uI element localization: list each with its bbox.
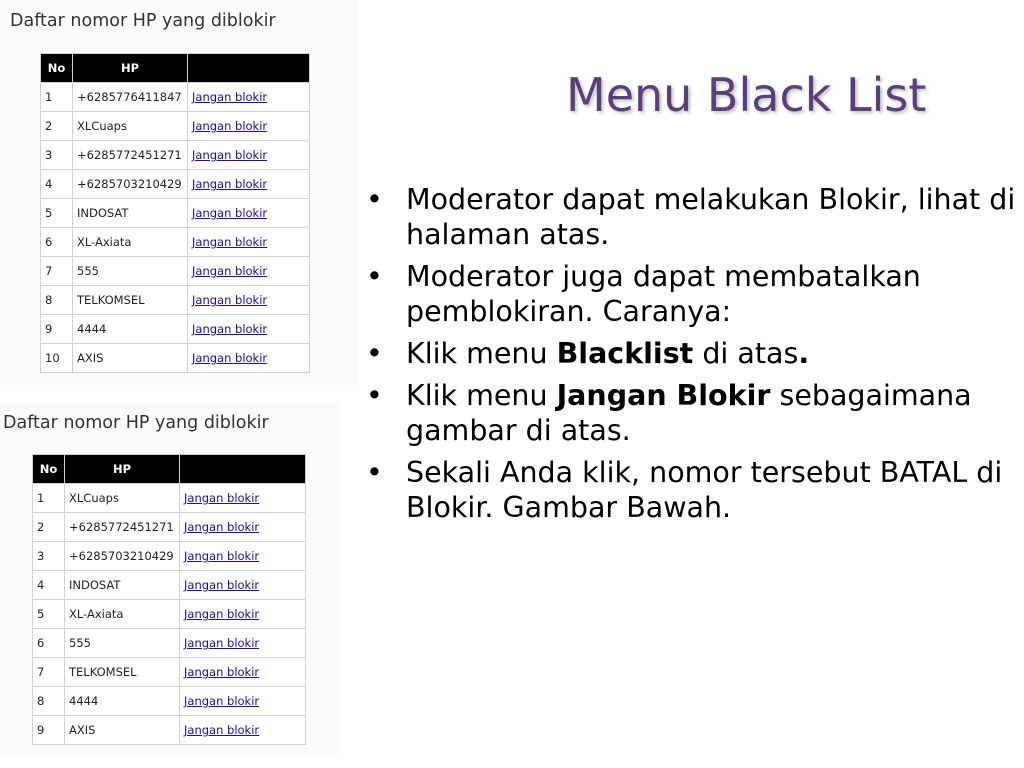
unblock-link[interactable]: Jangan blokir: [184, 665, 260, 679]
table-row: [41, 315, 310, 344]
bullet-text-bold: Jangan Blokir: [556, 379, 771, 412]
bullet-list: [366, 182, 1016, 532]
row-number: 1: [41, 83, 73, 112]
table-row: [41, 170, 310, 199]
phone-number-cell: +6285703210429: [73, 170, 188, 199]
unblock-link[interactable]: Jangan blokir: [192, 177, 268, 191]
column-header-no: No: [33, 455, 65, 484]
unblock-link[interactable]: Jangan blokir: [192, 119, 268, 133]
phone-number-cell: +6285776411847: [73, 83, 188, 112]
row-number: 6: [33, 629, 65, 658]
table-row: [41, 112, 310, 141]
unblock-link[interactable]: Jangan blokir: [184, 491, 260, 505]
panel-title: Daftar nomor HP yang diblokir: [10, 11, 276, 31]
bullet-dot-icon: •: [366, 183, 383, 216]
bullet-item: [366, 182, 1016, 252]
bullet-text: Moderator juga dapat membatalkan pemblokiran. Caranya:: [406, 260, 921, 328]
table-row: [33, 484, 306, 513]
blocked-list-panel-top: [0, 0, 358, 385]
row-number: 2: [41, 112, 73, 141]
column-header-no: No: [41, 54, 73, 83]
table-row: [41, 286, 310, 315]
bullet-text: sebagaimana gambar di atas.: [406, 379, 972, 447]
column-header-action: [180, 455, 306, 484]
unblock-link[interactable]: Jangan blokir: [184, 578, 260, 592]
row-number: 4: [41, 170, 73, 199]
phone-number-cell: 555: [73, 257, 188, 286]
unblock-link[interactable]: Jangan blokir: [184, 636, 260, 650]
action-cell: [188, 141, 310, 170]
phone-number-cell: XLCuaps: [73, 112, 188, 141]
bullet-dot-icon: •: [366, 456, 383, 489]
bullet-text-bold: .: [798, 337, 810, 370]
unblock-link[interactable]: Jangan blokir: [192, 293, 268, 307]
row-number: 9: [41, 315, 73, 344]
unblock-link[interactable]: Jangan blokir: [192, 351, 268, 365]
column-header-hp: HP: [65, 455, 180, 484]
action-cell: [188, 199, 310, 228]
table-row: [41, 344, 310, 373]
row-number: 7: [41, 257, 73, 286]
phone-number-cell: TELKOMSEL: [73, 286, 188, 315]
unblock-link[interactable]: Jangan blokir: [184, 723, 260, 737]
unblock-link[interactable]: Jangan blokir: [192, 148, 268, 162]
row-number: 8: [33, 687, 65, 716]
unblock-link[interactable]: Jangan blokir: [184, 520, 260, 534]
row-number: 7: [33, 658, 65, 687]
bullet-item: [366, 259, 1016, 329]
bullet-text: Klik menu: [406, 379, 557, 412]
bullet-text: Klik menu: [406, 337, 557, 370]
action-cell: [188, 228, 310, 257]
action-cell: [180, 484, 306, 513]
table-row: [33, 629, 306, 658]
bullet-text: Moderator dapat melakukan Blokir, lihat di halaman atas.: [406, 183, 1016, 251]
phone-number-cell: +6285772451271: [65, 513, 180, 542]
table-header-row: [33, 455, 306, 484]
unblock-link[interactable]: Jangan blokir: [184, 607, 260, 621]
bullet-dot-icon: •: [366, 260, 383, 293]
phone-number-cell: 555: [65, 629, 180, 658]
action-cell: [188, 257, 310, 286]
table-row: [41, 257, 310, 286]
phone-number-cell: XL-Axiata: [73, 228, 188, 257]
row-number: 2: [33, 513, 65, 542]
row-number: 3: [41, 141, 73, 170]
action-cell: [180, 687, 306, 716]
table-row: [41, 141, 310, 170]
bullet-dot-icon: •: [366, 379, 383, 412]
phone-number-cell: 4444: [65, 687, 180, 716]
row-number: 5: [33, 600, 65, 629]
table-row: [33, 542, 306, 571]
blocked-numbers-table: [32, 454, 306, 745]
action-cell: [180, 542, 306, 571]
table-row: [33, 716, 306, 745]
bullet-text: di atas: [693, 337, 799, 370]
phone-number-cell: 4444: [73, 315, 188, 344]
column-header-hp: HP: [73, 54, 188, 83]
slide-title: Menu Black List: [566, 68, 927, 122]
bullet-text-bold: Blacklist: [556, 337, 694, 370]
table-row: [33, 600, 306, 629]
bullet-text: Sekali Anda klik, nomor tersebut BATAL di Blokir. Gambar Bawah.: [406, 456, 1003, 524]
row-number: 4: [33, 571, 65, 600]
phone-number-cell: INDOSAT: [65, 571, 180, 600]
unblock-link[interactable]: Jangan blokir: [184, 694, 260, 708]
unblock-link[interactable]: Jangan blokir: [192, 264, 268, 278]
table-row: [41, 83, 310, 112]
phone-number-cell: AXIS: [65, 716, 180, 745]
table-row: [41, 199, 310, 228]
phone-number-cell: XL-Axiata: [65, 600, 180, 629]
row-number: 1: [33, 484, 65, 513]
bullet-dot-icon: •: [366, 337, 383, 370]
unblock-link[interactable]: Jangan blokir: [192, 90, 268, 104]
row-number: 9: [33, 716, 65, 745]
table-row: [33, 658, 306, 687]
row-number: 10: [41, 344, 73, 373]
panel-title: Daftar nomor HP yang diblokir: [3, 413, 269, 433]
unblock-link[interactable]: Jangan blokir: [192, 206, 268, 220]
phone-number-cell: +6285703210429: [65, 542, 180, 571]
phone-number-cell: AXIS: [73, 344, 188, 373]
action-cell: [180, 629, 306, 658]
table-row: [33, 571, 306, 600]
phone-number-cell: XLCuaps: [65, 484, 180, 513]
blocked-numbers-table: [40, 53, 310, 373]
bullet-item: [366, 336, 1016, 371]
unblock-link[interactable]: Jangan blokir: [192, 235, 268, 249]
bullet-item: [366, 378, 1016, 448]
action-cell: [188, 170, 310, 199]
action-cell: [180, 658, 306, 687]
phone-number-cell: TELKOMSEL: [65, 658, 180, 687]
action-cell: [180, 600, 306, 629]
row-number: 3: [33, 542, 65, 571]
action-cell: [188, 83, 310, 112]
action-cell: [188, 112, 310, 141]
table-row: [33, 687, 306, 716]
phone-number-cell: INDOSAT: [73, 199, 188, 228]
table-header-row: [41, 54, 310, 83]
blocked-list-panel-bottom: [0, 403, 340, 755]
action-cell: [188, 315, 310, 344]
action-cell: [180, 513, 306, 542]
action-cell: [188, 286, 310, 315]
row-number: 8: [41, 286, 73, 315]
row-number: 6: [41, 228, 73, 257]
table-row: [33, 513, 306, 542]
action-cell: [180, 716, 306, 745]
action-cell: [180, 571, 306, 600]
unblock-link[interactable]: Jangan blokir: [192, 322, 268, 336]
phone-number-cell: +6285772451271: [73, 141, 188, 170]
table-row: [41, 228, 310, 257]
action-cell: [188, 344, 310, 373]
column-header-action: [188, 54, 310, 83]
row-number: 5: [41, 199, 73, 228]
bullet-item: [366, 455, 1016, 525]
unblock-link[interactable]: Jangan blokir: [184, 549, 260, 563]
